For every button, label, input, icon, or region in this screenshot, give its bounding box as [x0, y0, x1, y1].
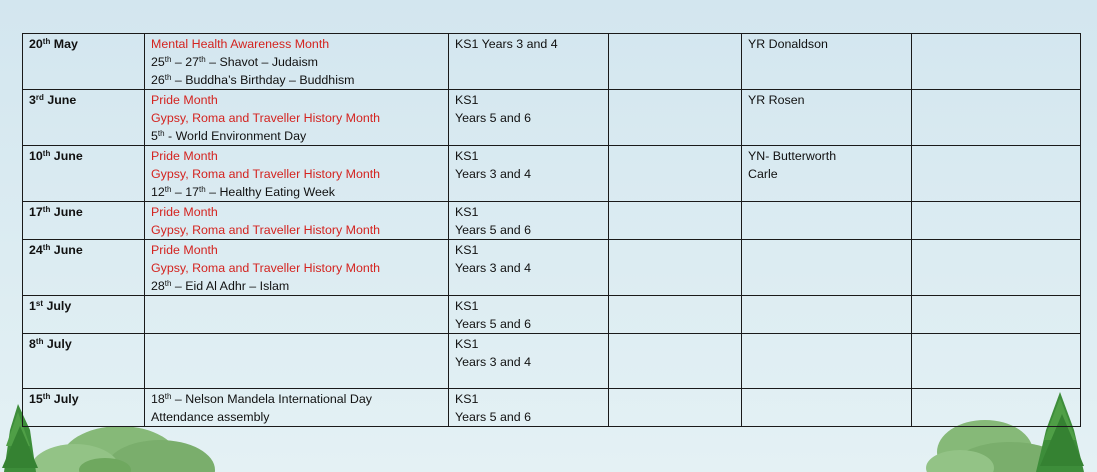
event-line: Gypsy, Roma and Traveller History Month [151, 167, 381, 181]
empty-cell [609, 146, 742, 202]
year-group-cell [449, 389, 609, 427]
year-group-line: Years 5 and 6 [455, 317, 532, 331]
year-group-cell [449, 202, 609, 240]
event-line: Pride Month [151, 243, 218, 257]
year-group-cell [449, 296, 609, 334]
class-teacher-cell [742, 202, 912, 240]
event-line: 25th – 27th – Shavot – Judaism [151, 55, 318, 69]
empty-cell [912, 389, 1081, 427]
date-cell: 24th June [23, 240, 145, 296]
year-group-line: KS1 Years 3 and 4 [455, 37, 558, 51]
table-row [23, 202, 1081, 240]
event-line: Attendance assembly [151, 410, 270, 424]
empty-cell [912, 146, 1081, 202]
empty-cell [609, 334, 742, 389]
event-line: Pride Month [151, 93, 218, 107]
table-row [23, 34, 1081, 90]
class-teacher-line: YN- Butterworth [748, 149, 837, 163]
event-line: Mental Health Awareness Month [151, 37, 330, 51]
year-group-line: KS1 [455, 149, 479, 163]
events-cell [145, 34, 449, 90]
table-row [23, 296, 1081, 334]
date-cell: 3rd June [23, 90, 145, 146]
date-cell: 1st July [23, 296, 145, 334]
year-group-cell [449, 90, 609, 146]
table-row [23, 146, 1081, 202]
empty-cell [609, 202, 742, 240]
year-group-line: Years 5 and 6 [455, 410, 532, 424]
date-cell: 15th July [23, 389, 145, 427]
event-line: Pride Month [151, 205, 218, 219]
left-bush-illustration [30, 426, 215, 472]
year-group-line: KS1 [455, 243, 479, 257]
class-teacher-cell [742, 240, 912, 296]
date-cell: 20th May [23, 34, 145, 90]
year-group-line: KS1 [455, 93, 479, 107]
table-row [23, 90, 1081, 146]
year-group-line: Years 3 and 4 [455, 261, 532, 275]
year-group-line: KS1 [455, 205, 479, 219]
event-line: 12th – 17th – Healthy Eating Week [151, 185, 335, 199]
empty-cell [912, 334, 1081, 389]
events-cell [145, 146, 449, 202]
class-teacher-cell [742, 146, 912, 202]
year-group-line: KS1 [455, 392, 479, 406]
year-group-line: Years 3 and 4 [455, 167, 532, 181]
year-group-line: KS1 [455, 337, 479, 351]
event-line: Pride Month [151, 149, 218, 163]
empty-cell [912, 240, 1081, 296]
class-teacher-cell [742, 389, 912, 427]
event-line: 28th – Eid Al Adhr – Islam [151, 279, 290, 293]
event-line: 18th – Nelson Mandela International Day [151, 392, 372, 406]
events-cell [145, 389, 449, 427]
event-line: Gypsy, Roma and Traveller History Month [151, 261, 381, 275]
events-cell [145, 202, 449, 240]
assembly-schedule-table [22, 33, 1081, 427]
date-cell: 8th July [23, 334, 145, 389]
empty-cell [912, 34, 1081, 90]
empty-cell [912, 90, 1081, 146]
empty-cell [912, 202, 1081, 240]
class-teacher-cell [742, 90, 912, 146]
date-cell: 10th June [23, 146, 145, 202]
empty-cell [609, 389, 742, 427]
events-cell [145, 240, 449, 296]
event-line: 26th – Buddha’s Birthday – Buddhism [151, 73, 355, 87]
class-teacher-cell [742, 34, 912, 90]
event-line: Gypsy, Roma and Traveller History Month [151, 223, 381, 237]
event-line: 5th - World Environment Day [151, 129, 307, 143]
events-cell [145, 296, 449, 334]
year-group-line: KS1 [455, 299, 479, 313]
empty-cell [609, 34, 742, 90]
date-cell: 17th June [23, 202, 145, 240]
year-group-line: Years 3 and 4 [455, 355, 532, 369]
class-teacher-cell [742, 334, 912, 389]
events-cell [145, 90, 449, 146]
class-teacher-line: Carle [748, 167, 778, 181]
empty-cell [609, 240, 742, 296]
empty-cell [912, 296, 1081, 334]
year-group-line: Years 5 and 6 [455, 111, 532, 125]
year-group-cell [449, 146, 609, 202]
events-cell [145, 334, 449, 389]
empty-cell [609, 296, 742, 334]
class-teacher-cell [742, 296, 912, 334]
table-row [23, 240, 1081, 296]
year-group-cell [449, 240, 609, 296]
empty-cell [609, 90, 742, 146]
year-group-cell [449, 334, 609, 389]
class-teacher-line: YR Rosen [748, 93, 805, 107]
class-teacher-line: YR Donaldson [748, 37, 828, 51]
table-row [23, 334, 1081, 389]
table-row [23, 389, 1081, 427]
year-group-cell [449, 34, 609, 90]
event-line: Gypsy, Roma and Traveller History Month [151, 111, 381, 125]
year-group-line: Years 5 and 6 [455, 223, 532, 237]
